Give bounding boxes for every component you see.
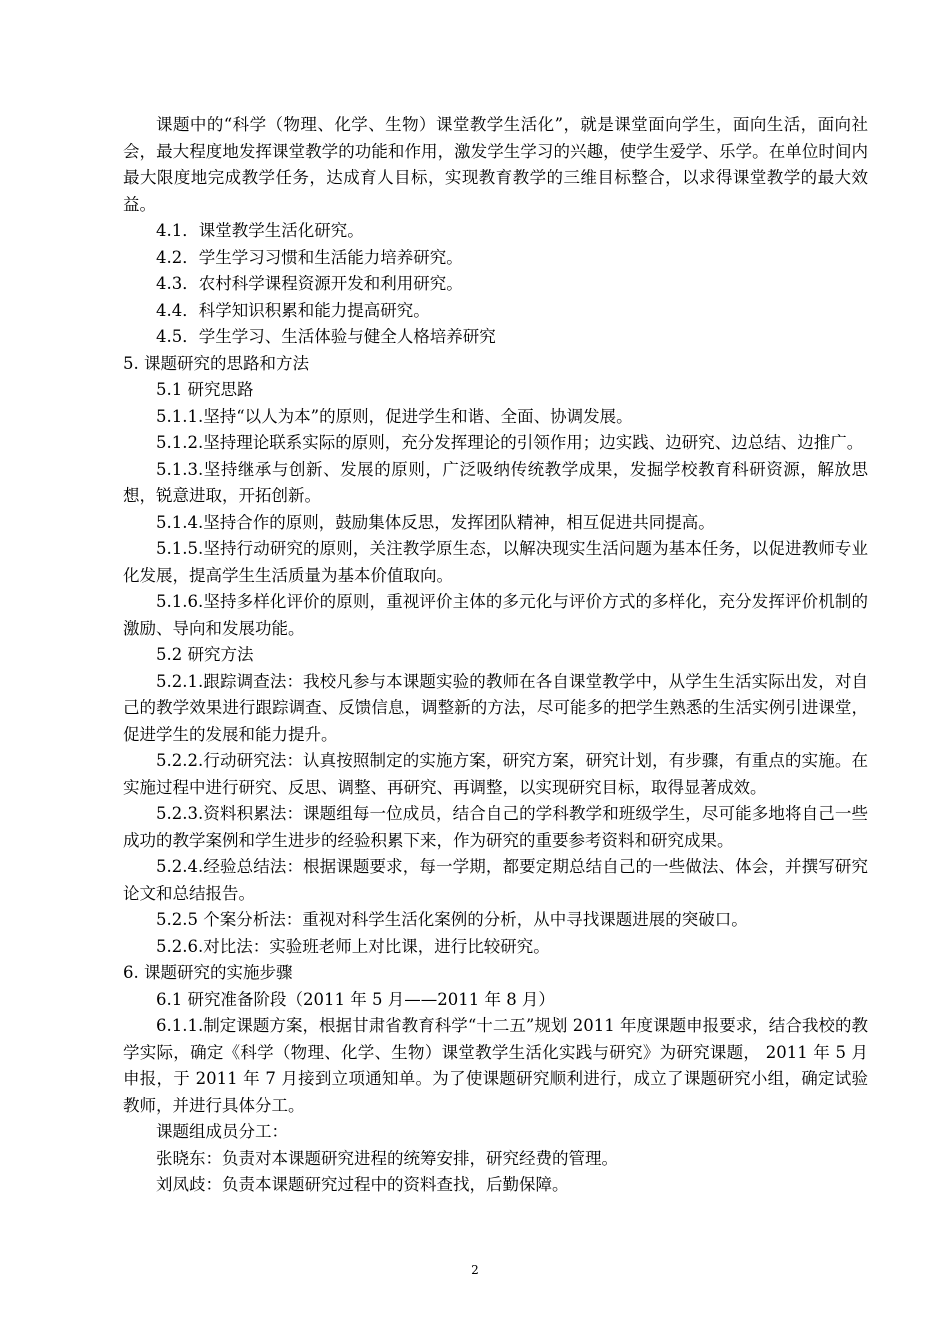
list-item: 4.3．农村科学课程资源开发和利用研究。: [156, 274, 463, 293]
list-item: 张晓东：负责对本课题研究进程的统筹安排，研究经费的管理。: [156, 1148, 618, 1168]
paragraph: 6.1.1.制定课题方案，根据甘肃省教育科学“十二五”规划 2011 年度课题申报要求，结合我校的教学实际，确定《科学（物理、化学、生物）课堂教学生活化实践与研究》为研究课题， 2011 年 5 月申报，于 2011 年 7 月接到立项通知单。为了使课题研究顺利进行，成立了课题研究小组，确定试验教师，并进行具体分工。: [123, 1016, 868, 1115]
paragraph: 5.1.5.坚持行动研究的原则，关注教学原生态，以解决现实生活问题为基本任务，以促进教师专业化发展，提高学生生活质量为基本价值取向。: [123, 539, 868, 585]
paragraph: 5.2.6.对比法：实验班老师上对比课，进行比较研究。: [156, 936, 550, 956]
section-heading: 5. 课题研究的思路和方法: [123, 353, 309, 373]
paragraph: 5.1.3.坚持继承与创新、发展的原则，广泛吸纳传统教学成果，发掘学校教育科研资源，解放思想，锐意进取，开拓创新。: [123, 459, 868, 505]
list-item: 6.1 研究准备阶段（2011 年 5 月——2011 年 8 月）: [156, 989, 555, 1009]
list-item: 4.1．课堂教学生活化研究。: [156, 221, 364, 240]
paragraph: 课题中的“科学（物理、化学、生物）课堂教学生活化”，就是课堂面向学生，面向生活，面向社会，最大程度地发挥课堂教学的功能和作用，激发学生学习的兴趣，使学生爱学、乐学。在单位时间内最大限度地完成教学任务，达成育人目标，实现教育教学的三维目标整合，以求得课堂教学的最大效益。: [123, 115, 868, 214]
paragraph: 5.2.1.跟踪调查法：我校凡参与本课题实验的教师在各自课堂教学中，从学生生活实际出发，对自己的教学效果进行跟踪调查、反馈信息，调整新的方法，尽可能多的把学生熟悉的生活实例引进课堂，促进学生的发展和能力提升。: [123, 671, 868, 744]
paragraph: 5.1.6.坚持多样化评价的原则，重视评价主体的多元化与评价方式的多样化，充分发挥评价机制的激励、导向和发展功能。: [123, 592, 868, 638]
list-item: 课题组成员分工：: [156, 1122, 288, 1141]
document-body: [123, 112, 868, 1199]
paragraph: 5.1.1.坚持“以人为本”的原则，促进学生和谐、全面、协调发展。: [156, 406, 633, 426]
paragraph: 5.2.5 个案分析法：重视对科学生活化案例的分析，从中寻找课题进展的突破口。: [156, 910, 748, 929]
page-number: 2: [471, 1263, 479, 1277]
list-item: 5.1 研究思路: [156, 380, 254, 399]
section-heading: 6. 课题研究的实施步骤: [123, 963, 293, 982]
paragraph: 5.2.3.资料积累法：课题组每一位成员，结合自己的学科教学和班级学生，尽可能多地将自己一些成功的教学案例和学生进步的经验积累下来，作为研究的重要参考资料和研究成果。: [123, 804, 868, 850]
paragraph: 5.2.4.经验总结法：根据课题要求，每一学期，都要定期总结自己的一些做法、体会，并撰写研究论文和总结报告。: [123, 857, 868, 903]
paragraph: 5.2.2.行动研究法：认真按照制定的实施方案，研究方案，研究计划，有步骤，有重点的实施。在实施过程中进行研究、反思、调整、再研究、再调整，以实现研究目标，取得显著成效。: [123, 751, 868, 797]
list-item: 4.5．学生学习、生活体验与健全人格培养研究: [156, 327, 496, 346]
list-item: 5.2 研究方法: [156, 645, 254, 664]
list-item: 4.4．科学知识积累和能力提高研究。: [156, 300, 430, 320]
list-item: 刘凤歧：负责本课题研究过程中的资料查找，后勤保障。: [156, 1175, 569, 1194]
paragraph: 5.1.4.坚持合作的原则，鼓励集体反思，发挥团队精神，相互促进共同提高。: [156, 512, 715, 532]
list-item: 4.2．学生学习习惯和生活能力培养研究。: [156, 247, 463, 267]
paragraph: 5.1.2.坚持理论联系实际的原则，充分发挥理论的引领作用；边实践、边研究、边总结、边推广。: [156, 433, 864, 452]
